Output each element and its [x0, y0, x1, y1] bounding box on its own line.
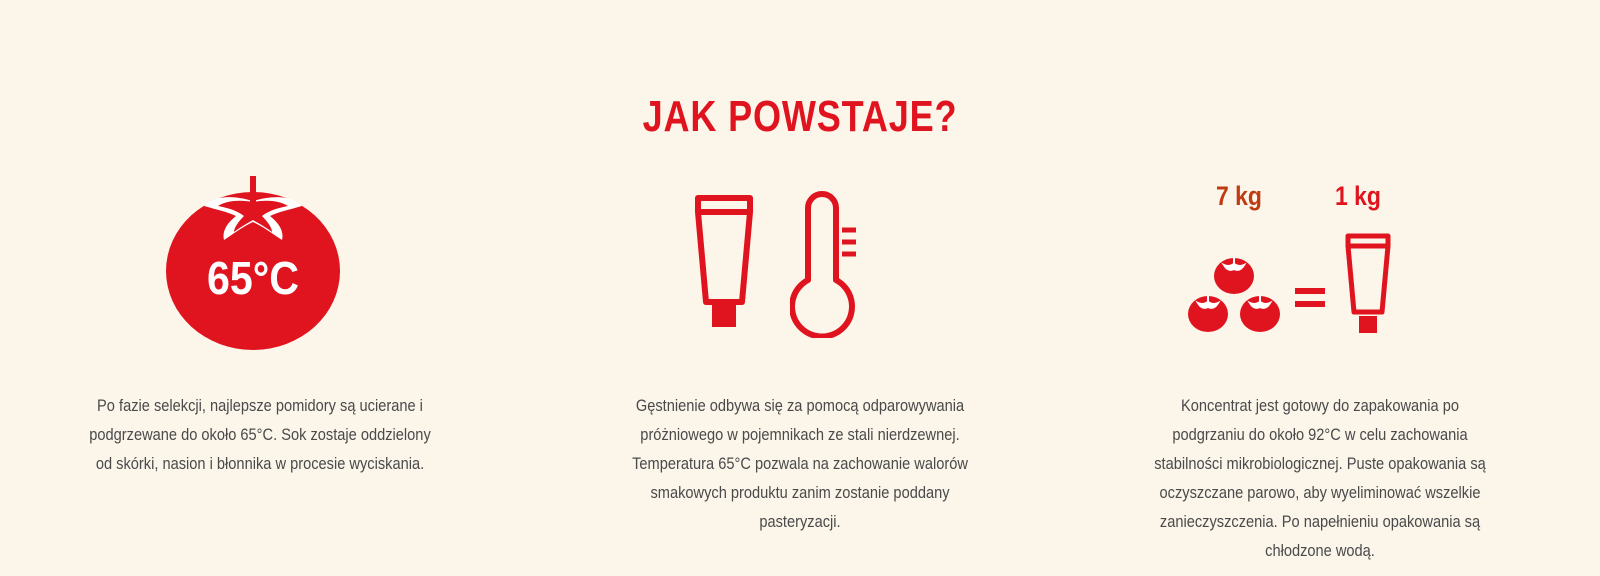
step-2	[540, 0, 1060, 576]
text-line: od skórki, nasion i błonnika w procesie wyciskania.	[95, 454, 425, 473]
small-tube-icon	[1343, 232, 1393, 336]
text-line: Koncentrat jest gotowy do zapakowania po	[1181, 396, 1459, 415]
text-line: chłodzone wodą.	[1265, 541, 1375, 560]
text-line: podgrzaniu do około 92°C w celu zachowania	[1172, 425, 1468, 444]
tomato-temp-label: 65°C	[207, 252, 299, 304]
weight-to-label: 1 kg	[1335, 181, 1381, 211]
step-2-text	[540, 391, 1060, 536]
text-line: Gęstnienie odbywa się za pomocą odparowywania	[635, 396, 965, 415]
text-line: smakowych produktu zanim zostanie poddany	[650, 483, 950, 502]
thermometer-icon	[790, 190, 870, 338]
equals-icon	[1295, 288, 1325, 308]
step-1-text	[40, 391, 480, 478]
text-line: pasteryzacji.	[759, 512, 841, 531]
text-line: Temperatura 65°C pozwala na zachowanie walorów	[632, 454, 968, 473]
step-3	[1060, 0, 1580, 576]
text-line: zanieczyszczenia. Po napełnieniu opakowania są	[1159, 512, 1481, 531]
weight-from-label: 7 kg	[1216, 181, 1262, 211]
text-line: podgrzewane do około 65°C. Sok zostaje oddzielony	[89, 425, 431, 444]
three-tomatoes-icon	[1186, 252, 1282, 336]
text-line: Po fazie selekcji, najlepsze pomidory są ucierane i	[97, 396, 423, 415]
page-title: JAK POWSTAJE?	[642, 92, 958, 142]
tube-icon	[692, 192, 756, 332]
text-line: stabilności mikrobiologicznej. Puste opakowania są	[1154, 454, 1486, 473]
tomato-icon	[166, 176, 340, 350]
text-line: próżniowego w pojemnikach ze stali nierdzewnej.	[640, 425, 960, 444]
step-1	[0, 0, 520, 576]
step-3-text	[1060, 391, 1580, 565]
text-line: oczyszczane parowo, aby wyeliminować wszelkie	[1159, 483, 1481, 502]
